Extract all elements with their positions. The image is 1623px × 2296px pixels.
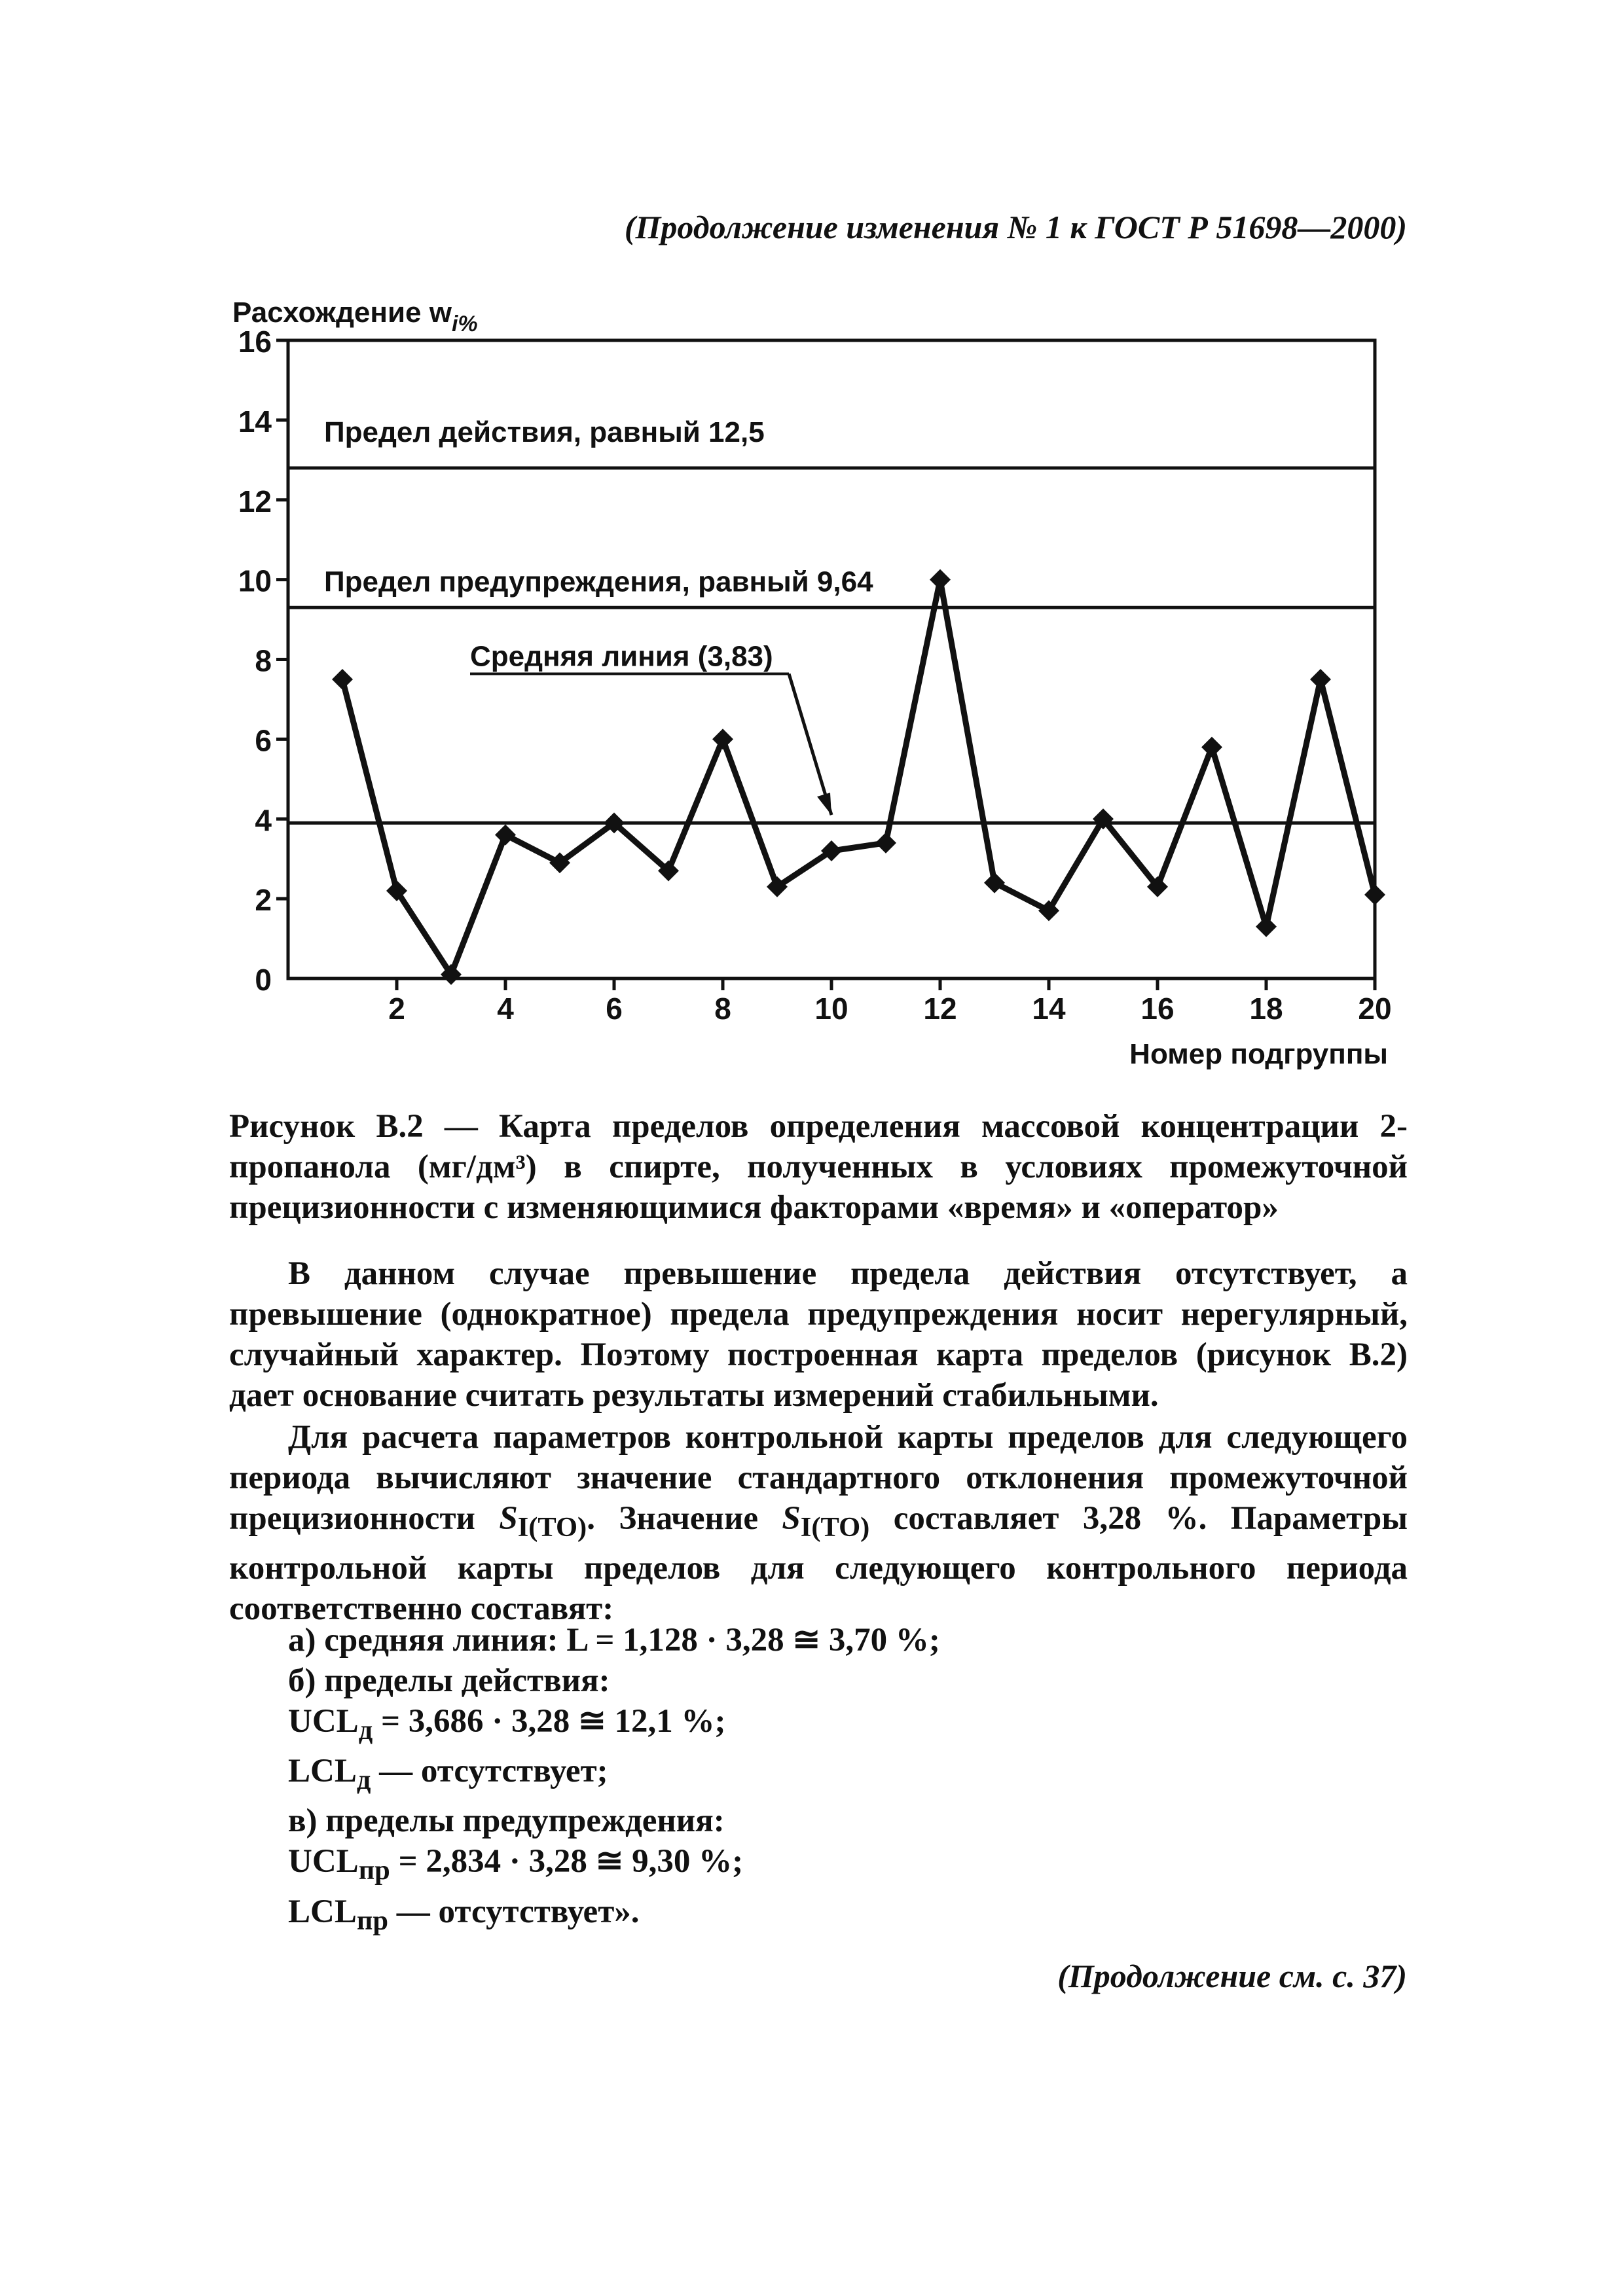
x-axis-label: Номер подгруппы	[1129, 1038, 1388, 1070]
data-point	[930, 569, 951, 590]
data-point	[495, 825, 516, 846]
paragraph-2-part-a: Для расчета параметров контрольной карты пределов для следующего периода вычисляют значение стандартного отклонения промежуточной прецизионности	[229, 1419, 1408, 1537]
y-tick-label: 10	[238, 564, 272, 598]
x-tick-label: 10	[814, 992, 848, 1026]
y-tick-label: 14	[238, 404, 272, 439]
ucl-label: UCL	[288, 1703, 359, 1740]
x-tick-label: 20	[1358, 992, 1392, 1026]
data-point	[712, 728, 733, 749]
page-header: (Продолжение изменения № 1 к ГОСТ Р 51698—2000)	[624, 209, 1407, 245]
ucl-sub: д	[358, 1715, 373, 1746]
x-tick-label: 18	[1249, 992, 1283, 1026]
paragraph-2-part-b: . Значение	[587, 1500, 758, 1537]
lcl-value: — отсутствует;	[371, 1753, 608, 1790]
list-item	[288, 1841, 940, 1891]
ucl-pr-value: = 2,834 · 3,28 ≅ 9,30 %;	[390, 1843, 744, 1880]
lcl-label: LCL	[288, 1753, 357, 1790]
lcl-sub: д	[356, 1765, 371, 1796]
reference-line-label: Предел действия, равный 12,5	[324, 416, 765, 448]
page-footer: (Продолжение см. с. 37)	[1057, 1958, 1407, 1994]
list-item	[288, 1892, 940, 1941]
lcl-pr-sub: пр	[356, 1905, 388, 1936]
y-tick-label: 2	[255, 883, 272, 918]
lcl-pr-value: — отсутствует».	[388, 1893, 640, 1930]
reference-line-label: Предел предупреждения, равный 9,64	[324, 565, 873, 598]
figure-caption: Рисунок В.2 — Карта пределов определения массовой концентрации 2-пропанола (мг/дм³) в спирте, полученных в условиях промежуточной прецизионности с изменяющимися факторами «время» и «оператор»	[229, 1108, 1408, 1226]
data-point	[1256, 916, 1277, 937]
ucl-pr-sub: пр	[358, 1855, 390, 1886]
y-axis-label: Расхождение $w_{i\%}$	[232, 296, 478, 336]
list-item	[288, 1751, 940, 1801]
y-tick-label: 12	[238, 484, 272, 518]
list-item: в) пределы предупреждения:	[288, 1803, 725, 1840]
x-tick-label: 6	[606, 992, 623, 1026]
symbol-s-1-sub: I(TO)	[517, 1512, 587, 1543]
x-tick-label: 12	[923, 992, 957, 1026]
data-series-line	[342, 580, 1375, 975]
x-tick-label: 4	[497, 992, 514, 1026]
data-point	[875, 833, 896, 853]
y-tick-label: 4	[255, 803, 272, 838]
y-tick-label: 16	[238, 325, 272, 359]
list-item: б) пределы действия:	[288, 1662, 610, 1699]
data-point	[984, 872, 1005, 893]
list-item: а) средняя линия: L = 1,128 · 3,28 ≅ 3,70 %;	[288, 1622, 940, 1659]
ucl-value: = 3,686 · 3,28 ≅ 12,1 %;	[373, 1703, 726, 1740]
data-point	[1201, 737, 1222, 758]
mean-label-arrowhead	[817, 793, 831, 815]
chart-container	[0, 0, 1623, 1113]
paragraph-2	[229, 1417, 1408, 1629]
y-tick-label: 8	[255, 643, 272, 678]
lcl-pr-label: LCL	[288, 1893, 357, 1930]
data-point	[1364, 884, 1385, 905]
mean-label-arrow	[789, 674, 831, 816]
paragraph-2-part-c: составляет 3,28 %. Параметры контрольной карты пределов для следующего контрольного периода соответственно составят:	[229, 1500, 1408, 1628]
symbol-s-2-sub: I(TO)	[800, 1512, 870, 1543]
x-tick-label: 8	[714, 992, 731, 1026]
ucl-pr-label: UCL	[288, 1843, 359, 1880]
x-tick-label: 16	[1140, 992, 1175, 1026]
x-tick-label: 2	[388, 992, 405, 1026]
list-item	[288, 1701, 940, 1751]
y-tick-label: 6	[255, 723, 272, 758]
symbol-s-1: S	[499, 1500, 518, 1537]
y-tick-label: 0	[255, 963, 272, 997]
x-tick-label: 14	[1032, 992, 1066, 1026]
data-point	[1310, 669, 1331, 690]
symbol-s-2: S	[782, 1500, 801, 1537]
mean-line-label: Средняя линия (3,83)	[470, 640, 773, 673]
data-point	[332, 669, 353, 690]
paragraph-1: В данном случае превышение предела действия отсутствует, а превышение (однократное) предела предупреждения носит нерегулярный, случайный характер. Поэтому построенная карта пределов (рисунок В.2) дает основание считать результаты измерений стабильными.	[229, 1255, 1408, 1414]
control-chart	[0, 0, 1623, 1113]
parameters-list	[288, 1620, 940, 1941]
